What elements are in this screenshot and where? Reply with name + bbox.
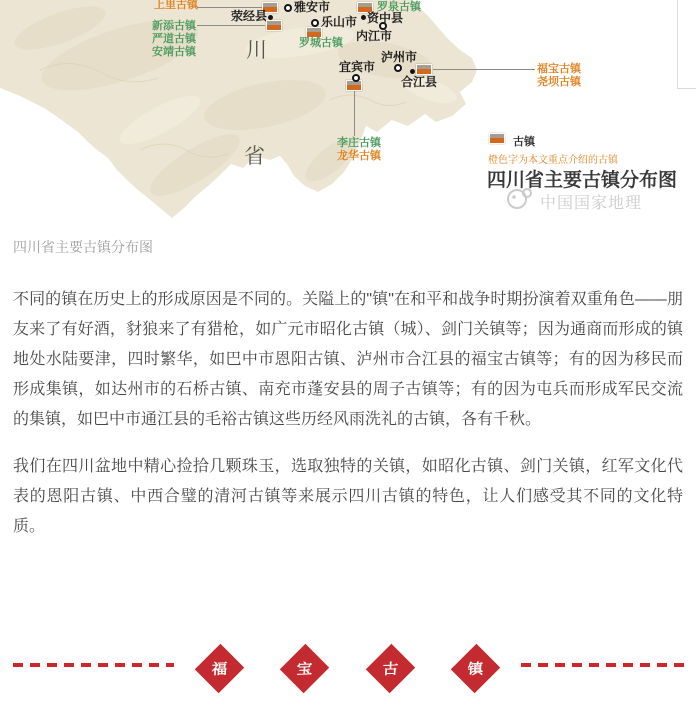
image-caption: 四川省主要古镇分布图 bbox=[13, 239, 153, 255]
leader-line bbox=[197, 25, 265, 26]
legend-marker-label: 古镇 bbox=[513, 136, 535, 148]
province-char-chuan: 川 bbox=[246, 39, 267, 62]
city-label-yibin: 宜宾市 bbox=[339, 60, 376, 74]
town-label-lizhuang: 李庄古镇 bbox=[337, 137, 381, 149]
divider-dash-line bbox=[521, 663, 689, 667]
city-label-luzhou: 泸州市 bbox=[381, 50, 418, 64]
city-circle-icon bbox=[394, 64, 402, 72]
county-label-yingjing: 荥经县 bbox=[231, 9, 268, 23]
city-label-yaan: 雅安市 bbox=[294, 0, 331, 14]
city-circle-icon bbox=[284, 4, 292, 12]
divider-char: 镇 bbox=[467, 660, 484, 678]
legend-town-marker-icon bbox=[489, 133, 505, 144]
cng-logo-icon bbox=[503, 186, 537, 212]
divider-char: 福 bbox=[211, 660, 228, 678]
divider-diamond bbox=[195, 644, 244, 693]
divider-diamond bbox=[451, 644, 500, 693]
sichuan-towns-map[interactable] bbox=[0, 0, 696, 228]
map-title: 四川省主要古镇分布图 bbox=[487, 170, 678, 191]
city-label-neijiang: 内江市 bbox=[356, 29, 393, 43]
side-widget-cropped[interactable] bbox=[677, 0, 696, 89]
article-paragraph: 不同的镇在历史上的形成原因是不同的。关隘上的"镇"在和平和战争时期扮演着双重角色——朋友来了有好酒，豺狼来了有猎枪，如广元市昭化古镇（城）、剑门关镇等；因为通商而形成的镇地处水陆要津，四时繁华，如巴中市恩阳古镇、泸州市合江县的福宝古镇等；有的因为移民而形成集镇，如达州市的石桥古镇、南充市蓬安县的周子古镇等；有的因为屯兵而形成军民交流的集镇，如巴中市通江县的毛裕古镇这些历经风雨洗礼的古镇，各有千秋。 bbox=[13, 291, 683, 428]
legend-note: 橙色字为本文重点介绍的古镇 bbox=[488, 155, 618, 166]
county-label-zizhong: 资中县 bbox=[367, 11, 404, 25]
town-label-xintian: 新添古镇 bbox=[152, 20, 196, 32]
leader-line bbox=[197, 7, 262, 8]
city-circle-icon bbox=[311, 19, 319, 27]
town-label-yandao: 严道古镇 bbox=[152, 33, 196, 45]
city-circle-icon bbox=[352, 74, 360, 82]
town-label-luocheng: 罗城古镇 bbox=[299, 37, 343, 49]
article-paragraph: 我们在四川盆地中精心捡拾几颗珠玉，选取独特的关镇，如昭化古镇、剑门关镇，红军文化代表的恩阳古镇、中西合璧的清河古镇等来展示四川古镇的特色，让人们感受其不同的文化特质。 bbox=[13, 458, 683, 535]
leader-line bbox=[433, 69, 535, 70]
town-label-shangli: 上里古镇 bbox=[154, 0, 198, 11]
divider-diamond bbox=[366, 644, 415, 693]
county-dot-icon bbox=[410, 69, 415, 74]
divider-char: 古 bbox=[382, 660, 399, 678]
town-label-yaoba: 尧坝古镇 bbox=[537, 76, 581, 88]
town-label-anjing: 安靖古镇 bbox=[152, 46, 196, 58]
divider-diamond bbox=[280, 644, 329, 693]
county-label-hejiang: 合江县 bbox=[401, 75, 438, 89]
county-dot-icon bbox=[268, 15, 273, 20]
ancient-town-marker-icon bbox=[266, 20, 282, 31]
cng-watermark-text: 中国国家地理 bbox=[540, 195, 643, 212]
leader-line bbox=[354, 91, 355, 136]
county-dot-icon bbox=[361, 15, 366, 20]
province-char-sheng: 省 bbox=[244, 145, 265, 168]
town-label-fubao: 福宝古镇 bbox=[537, 63, 581, 75]
divider-dash-line bbox=[13, 663, 174, 667]
divider-char: 宝 bbox=[296, 660, 313, 678]
city-label-leshan: 乐山市 bbox=[321, 15, 358, 29]
town-label-luoquan: 罗泉古镇 bbox=[377, 1, 421, 13]
ancient-town-marker-icon bbox=[416, 64, 432, 75]
town-label-longhua: 龙华古镇 bbox=[337, 150, 381, 162]
